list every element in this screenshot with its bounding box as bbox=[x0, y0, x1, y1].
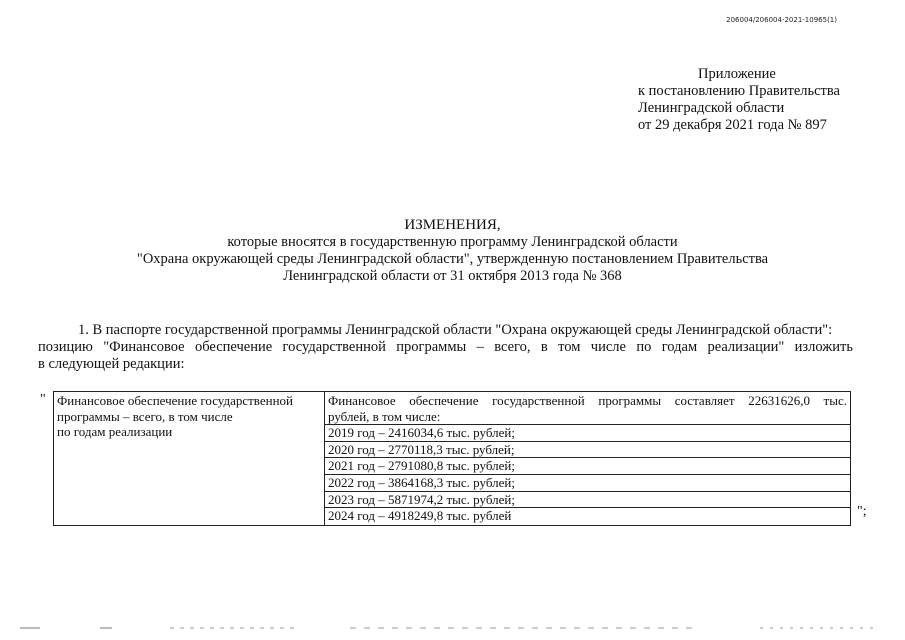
finance-table bbox=[53, 391, 851, 526]
paragraph-2: позицию "Финансовое обеспечение государственной программы – всего, в том числе по годам реализации" изложить bbox=[38, 339, 853, 355]
label-line: по годам реализации bbox=[57, 424, 173, 440]
footer-scan-marks bbox=[0, 626, 905, 630]
financing-intro: Финансовое обеспечение государственной программы составляет 22631626,0 тыс. bbox=[328, 393, 847, 408]
table-cell-label bbox=[54, 392, 325, 526]
heading-line: которые вносятся в государственную программу Ленинградской области bbox=[227, 234, 678, 250]
year-line: 2023 год – 5871974,2 тыс. рублей; bbox=[325, 491, 850, 508]
year-line: 2019 год – 2416034,6 тыс. рублей; bbox=[325, 424, 850, 441]
approval-line: к постановлению Правительства bbox=[638, 83, 840, 99]
quote-open: " bbox=[40, 392, 46, 407]
approval-line: Приложение bbox=[698, 66, 776, 82]
financing-intro-cont: рублей, в том числе: bbox=[328, 408, 441, 424]
document-heading bbox=[0, 217, 905, 285]
paragraph-3: в следующей редакции: bbox=[38, 356, 185, 372]
table-cell-value bbox=[325, 392, 851, 526]
document-code: 206004/206004-2021-10965(1) bbox=[726, 16, 837, 24]
heading-line: "Охрана окружающей среды Ленинградской области", утвержденную постановлением Правительства bbox=[136, 251, 769, 267]
year-line: 2024 год – 4918249,8 тыс. рублей bbox=[325, 507, 850, 524]
label-line: программы – всего, в том числе bbox=[57, 408, 233, 424]
approval-block bbox=[638, 66, 878, 134]
quote-close: "; bbox=[857, 504, 867, 519]
approval-line: от 29 декабря 2021 года № 897 bbox=[638, 117, 827, 133]
year-line: 2022 год – 3864168,3 тыс. рублей; bbox=[325, 474, 850, 491]
heading-title: ИЗМЕНЕНИЯ, bbox=[404, 217, 501, 233]
year-line: 2020 год – 2770118,3 тыс. рублей; bbox=[325, 441, 850, 458]
heading-line: Ленинградской области от 31 октября 2013 года № 368 bbox=[283, 268, 622, 284]
table-row bbox=[54, 392, 851, 526]
label-line: Финансовое обеспечение государственной bbox=[57, 393, 294, 408]
approval-line: Ленинградской области bbox=[638, 100, 785, 116]
paragraph-1: 1. В паспорте государственной программы Ленинградской области "Охрана окружающей среды Ленинградской области": bbox=[78, 322, 833, 338]
year-line: 2021 год – 2791080,8 тыс. рублей; bbox=[325, 457, 850, 474]
